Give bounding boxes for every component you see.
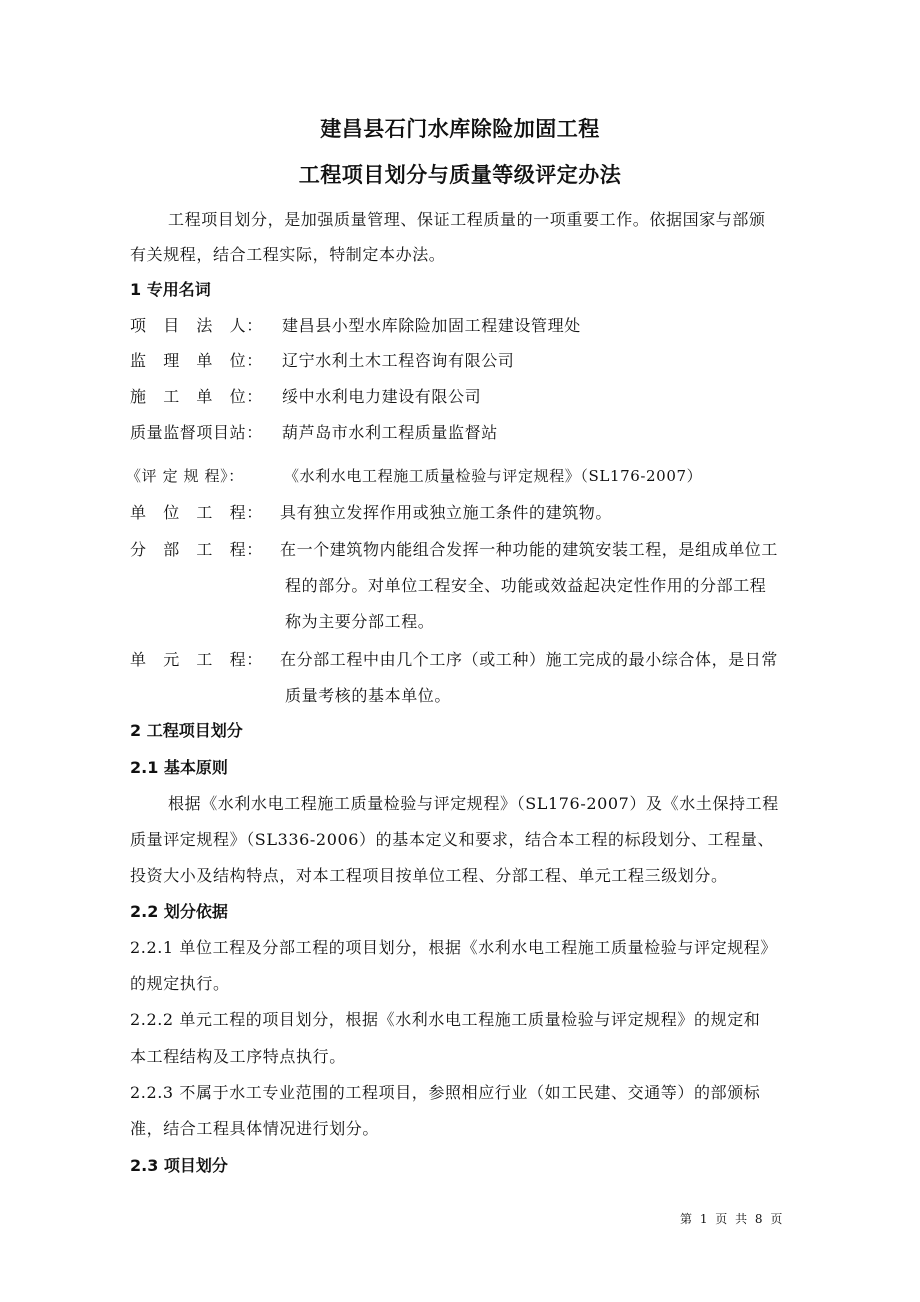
- clause-line: 准，结合工程具体情况进行划分。: [130, 1119, 380, 1138]
- paragraph-line: 投资大小及结构特点，对本工程项目按单位工程、分部工程、单元工程三级划分。: [130, 866, 728, 885]
- standard-label: 《评 定 规 程》：: [126, 467, 244, 485]
- paragraph-line: 质量评定规程》（SL336-2006）的基本定义和要求，结合本工程的标段划分、工程量、: [130, 830, 775, 849]
- clause-line: 本工程结构及工序特点执行。: [130, 1047, 346, 1066]
- definition-continuation: 称为主要分部工程。: [285, 612, 435, 631]
- clause-line: 2.2.3 不属于水工专业范围的工程项目，参照相应行业（如工民建、交通等）的部颁标: [130, 1083, 761, 1102]
- section-heading: 2 工程项目划分: [130, 721, 243, 740]
- standard-row: [126, 465, 702, 486]
- term-value: 葫芦岛市水利工程质量监督站: [282, 423, 498, 442]
- subsection-heading: 2.1 基本原则: [130, 758, 228, 777]
- definition-row: [130, 500, 612, 523]
- definition-text: 具有独立发挥作用或独立施工条件的建筑物。: [280, 503, 613, 522]
- definition-label: 分 部 工 程：: [130, 540, 263, 559]
- definition-continuation: 质量考核的基本单位。: [285, 686, 452, 705]
- subsection-heading: 2.2 划分依据: [130, 902, 228, 921]
- definition-text: 在分部工程中由几个工序（或工种）施工完成的最小综合体，是日常: [280, 650, 779, 669]
- standard-value: 《水利水电工程施工质量检验与评定规程》（SL176-2007）: [284, 467, 703, 485]
- definition-row: [130, 647, 778, 670]
- term-row: [130, 348, 514, 371]
- subsection-heading: 2.3 项目划分: [130, 1156, 228, 1175]
- term-label: 监 理 单 位：: [130, 351, 263, 370]
- intro-paragraph-line: 工程项目划分，是加强质量管理、保证工程质量的一项重要工作。依据国家与部颁: [168, 210, 766, 229]
- clause-line: 的规定执行。: [130, 974, 230, 993]
- term-value: 绥中水利电力建设有限公司: [282, 387, 482, 406]
- definition-label: 单 元 工 程：: [130, 650, 263, 669]
- definition-text: 在一个建筑物内能组合发挥一种功能的建筑安装工程，是组成单位工: [280, 540, 779, 559]
- page-number: 第 1 页 共 8 页: [680, 1212, 785, 1226]
- document-subtitle: 工程项目划分与质量等级评定办法: [298, 163, 622, 187]
- definition-label: 单 位 工 程：: [130, 503, 263, 522]
- term-label: 项 目 法 人：: [130, 316, 263, 335]
- term-row: [130, 313, 581, 336]
- document-title: 建昌县石门水库除险加固工程: [320, 117, 600, 141]
- section-heading: 1 专用名词: [130, 280, 211, 299]
- paragraph-line: 根据《水利水电工程施工质量检验与评定规程》（SL176-2007）及《水土保持工程: [168, 794, 779, 813]
- term-label: 施 工 单 位：: [130, 387, 263, 406]
- definition-row: [130, 537, 778, 560]
- intro-paragraph-line: 有关规程，结合工程实际，特制定本办法。: [130, 245, 446, 264]
- clause-line: 2.2.2 单元工程的项目划分，根据《水利水电工程施工质量检验与评定规程》的规定和: [130, 1010, 761, 1029]
- term-row: [130, 420, 498, 443]
- term-label: 质量监督项目站：: [130, 423, 263, 442]
- clause-line: 2.2.1 单位工程及分部工程的项目划分，根据《水利水电工程施工质量检验与评定规程》: [130, 938, 777, 957]
- definition-continuation: 程的部分。对单位工程安全、功能或效益起决定性作用的分部工程: [285, 576, 767, 595]
- term-value: 建昌县小型水库除险加固工程建设管理处: [282, 316, 581, 335]
- term-value: 辽宁水利土木工程咨询有限公司: [282, 351, 515, 370]
- term-row: [130, 384, 481, 407]
